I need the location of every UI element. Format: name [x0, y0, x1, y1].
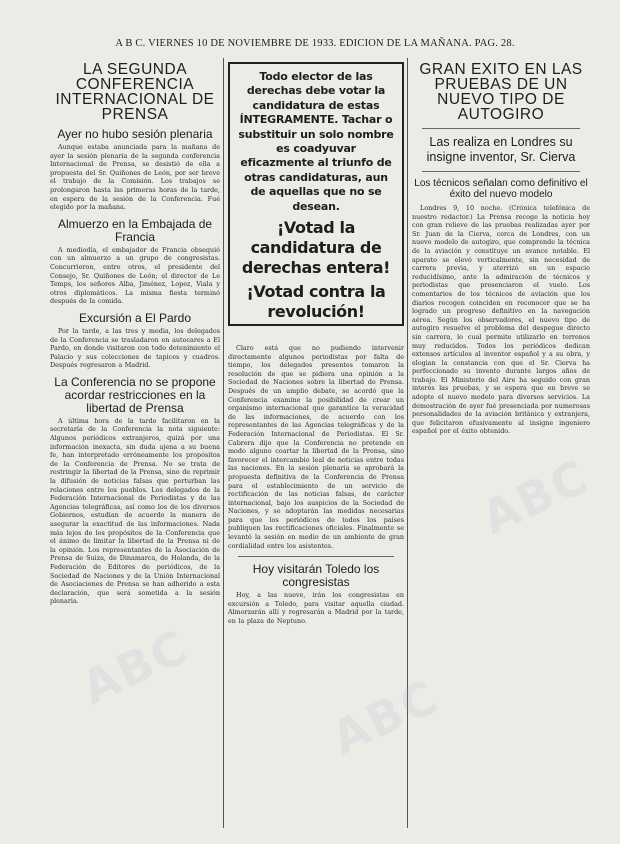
headline-divider [422, 128, 580, 129]
election-slogan-1: ¡Votad la candidatura de derechas entera! [241, 218, 391, 278]
section-title-toledo: Hoy visitarán Toledo los congresistas [252, 562, 380, 590]
column-middle [228, 58, 404, 830]
section-title-restrictions: La Conferencia no se propone acordar restricciones en la libertad de Prensa [54, 374, 216, 415]
subhead-divider [422, 171, 580, 172]
section-text-toledo: Hoy, a las nueve, irán los congresistas en excursión a Toledo, para visitar aquella ciudad. Almorzarán allí y regresarán a Madrid por la tarde, en la plaza de Neptuno. [228, 591, 404, 626]
autogiro-article-text: Londres 9, 10 noche. (Crónica telefónica de nuestro redactor.) La Prensa recoge la noticia hoy con gran relieve de las pruebas realizadas ayer por Sr. Juan de la Cierva, cerca de Londres, con un nuevo modelo de autogiro, que comprende la técnica de la aviación y constituye un avance notable. El aparato se elevó verticalmente, sin necesidad de carrera previa, y aterrizó en un espacio reducidísimo, ante la admiración de técnicos y periodistas que presenciaron el vuelo. Los comentarios de los técnicos de aviación que los diarios recogen coinciden en reconocer que se ha logrado un progreso definitivo en la navegación aérea. Según los observadores, el nuevo tipo de autogiro resuelve el problema del despegue directo sin carrera, lo cual permite utilizarlo en terrenos muy reducidos. Todos los periódicos dedican extensos artículos al inventor español y a su obra, y elogian la constancia con que el Sr. Cierva ha perfeccionado su invento durante largos años de trabajo. El Ministerio del Aire ha seguido con gran interés las pruebas, y se espera que en breve se adopte el nuevo modelo para diversos servicios. La demostración de ayer fué presenciada por numerosas personalidades de la aviación británica y extranjera, que felicitaron efusivamente al insigne ingeniero español por el éxito obtenido. [412, 204, 590, 436]
election-notice-text: Todo elector de las derechas debe votar la candidatura de estas ÍNTEGRAMENTE. Tachar o substituir un solo nombre es coadyuvar eficazmente al triunfo de otras candidaturas, aun de aquellas que no se desean. [238, 70, 394, 213]
page-masthead: A B C. VIERNES 10 DE NOVIEMBRE DE 1933. EDICION DE LA MAÑANA. PAG. 28. [115, 38, 515, 49]
watermark-mark: ABC [73, 619, 197, 715]
section-text-embassy: A mediodía, el embajador de Francia obsequió con un almuerzo a un grupo de congresistas. Concurrieron, entre otros, el presidente del Consejo, Sr. Quiñones de León; el director de Le Temps, los señores Alba, Jiménez, Lopez, Viala y otros diplomáticos. La misma fiesta terminó después de la comida. [50, 245, 220, 306]
section-text-pardo: Por la tarde, a las tres y media, los delegados de la Conferencia se trasladaron en autocares a El Pardo, en donde visitaron con todo detenimiento el Palacio y sus colecciones de tapices y cuadros. Después regresaron a Madrid. [50, 326, 220, 370]
section-text-session: Aunque estaba anunciada para la mañana de ayer la sesión plenaria de la segunda conferencia Internacional de Prensa, se desistió de ella a propuesta del Sr. Quiñones de León, por ser breve el trabajo de la Comisión. Los trabajos se prolongaron hasta las primeras horas de la tarde, en espera de la sesión de la Conferencia. Fué elegido por la mañana. [50, 143, 220, 212]
section-divider [238, 556, 394, 557]
watermark-mark: ABC [323, 669, 447, 765]
column-right [412, 58, 590, 830]
column-rule-right [407, 58, 408, 828]
section-title-embassy: Almuerzo en la Embajada de Francia [57, 216, 213, 244]
autogiro-deck: Los técnicos señalan como definitivo el éxito del nuevo modelo [414, 178, 588, 200]
election-notice-box [228, 62, 404, 326]
section-title-pardo: Excursión a El Pardo [78, 310, 192, 325]
section-text-restrictions: A última hora de la tarde facilitaron en la secretaría de la Conferencia la nota siguiente: Algunos periódicos extranjeros, quizá por una información inexacta, sin duda ajena a su buena fe, han interpretado erróneamente los propósitos de la Conferencia de Prensa. No se trata de restringir la libertad de la Prensa, sino de reprimir la difusión de noticias falsas que perturban las relaciones entre los pueblos. Los delegados de la Federación Internacional de Periodistas y de las Agencias telegráficas, así como los de los diversos Gobiernos, estudian de acuerdo la manera de asegurar la exactitud de las informaciones. Nada más lejos de los propósitos de la Conferencia que el ánimo de limitar la libertad de la Prensa ni de la opinión. Los representantes de la Asociación de Prensa de Suiza, de Dinamarca, de Holanda, de la Federación de Editores de periódicos, de la Sociedad de Naciones y de la Unión Internacional de Asociaciones de Prensa se han adherido a esta declaración, que será sometida a la sesión plenaria. [50, 416, 220, 606]
column-rule-left [223, 58, 224, 828]
conference-headline: LA SEGUNDA CONFERENCIA INTERNACIONAL DE PRENSA [55, 61, 215, 123]
column-left [50, 58, 220, 830]
section-title-session: Ayer no hubo sesión plenaria [57, 127, 213, 141]
autogiro-headline: GRAN EXITO EN LAS PRUEBAS DE UN NUEVO TIPO DE AUTOGIRO [419, 61, 583, 123]
article-continuation-text: Claro está que no pudiendo intervenir directamente algunos periodistas por falta de tiempo, los delegados presentes tomaron la resolución de que se pidiera una opinión a la Sociedad de Naciones sobre la libertad de Prensa. Después de un amplio debate, se acordó que la Conferencia examine la posibilidad de crear un organismo internacional que garantice la veracidad de las informaciones, de acuerdo con los representantes de las Agencias telegráficas y de la Federación Internacional de Periodistas. El Sr. Cabrera dijo que la Conferencia no pretende en modo alguno coartar la libertad de la Prensa, sino favorecer el intercambio leal de noticias entre todas las naciones. En la sesión plenaria se aprobará la propuesta definitiva de la Conferencia de Prensa para el establecimiento de un servicio de rectificación de las noticias falsas, de carácter internacional, bajo los auspicios de la Sociedad de Naciones, y se adoptarán las medidas necesarias para que los periódicos de todos los países publiquen las rectificaciones oficiales. Finalmente se levantó la sesión en medio de un ambiente de gran cordialidad entre los asistentes. [228, 344, 404, 550]
autogiro-subhead: Las realiza en Londres su insigne inventor, Sr. Cierva [426, 135, 576, 164]
watermark-mark: ABC [473, 449, 597, 545]
election-slogan-2: ¡Votad contra la revolución! [246, 282, 386, 322]
